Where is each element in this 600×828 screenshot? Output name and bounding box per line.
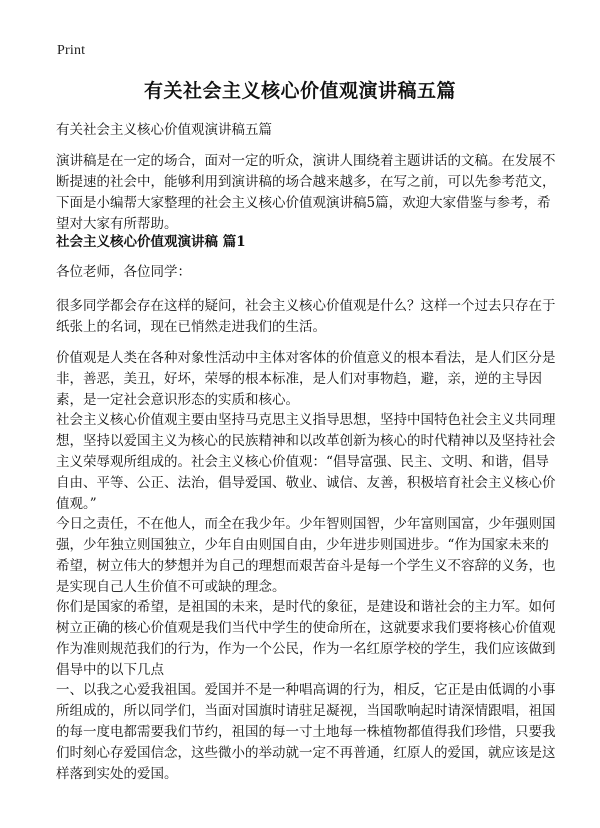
body-paragraph-2: 价值观是人类在各种对象性活动中主体对客体的价值意义的根本看法，是人们区分是非，善恶，美丑，好坏，荣辱的根本标准，是人们对事物趋，避，亲，逆的主导因素，是一定社会意识形态的实质和核心。 [56, 350, 556, 408]
document-subtitle: 有关社会主义核心价值观演讲稿五篇 [56, 122, 272, 138]
body-paragraph-5: 你们是国家的希望，是祖国的未来，是时代的象征，是建设和谐社会的主力军。如何树立正确的核心价值观是我们当代中学生的使命所在，这就要求我们要将核心价值观作为准则规范我们的行为，作为一个公民，作为一名红原学校的学生，我们应该做到倡导中的以下几点 [56, 599, 556, 678]
body-paragraph-4: 今日之责任，不在他人，而全在我少年。少年智则国智，少年富则国富，少年强则国强，少年独立则国独立，少年自由则国自由，少年进步则国进步。“作为国家未来的希望，树立伟大的梦想并为自己的理想而艰苦奋斗是每一个学生义不容辞的义务，也是实现自己人生价值不可或缺的理念。 [56, 516, 556, 595]
body-paragraph-6: 一、以我之心爱我祖国。爱国并不是一种唱高调的行为，相反，它正是由低调的小事所组成的，所以同学们，当面对国旗时请驻足凝视，当国歌响起时请深情跟唱，祖国的每一度电都需要我们节约，祖国的每一寸土地每一株植物都值得我们珍惜，只要我们时刻心存爱国信念，这些微小的举动就一定不再普通，红原人的爱国，就应该是这样落到实处的爱国。 [56, 682, 556, 782]
intro-paragraph: 演讲稿是在一定的场合，面对一定的听众，演讲人围绕着主题讲话的文稿。在发展不断提速的社会中，能够利用到演讲稿的场合越来越多，在写之前，可以先参考范文，下面是小编帮大家整理的社会主义核心价值观演讲稿5篇，欢迎大家借鉴与参考，希望对大家有所帮助。 [56, 153, 556, 232]
body-paragraph-1: 很多同学都会存在这样的疑问，社会主义核心价值观是什么？这样一个过去只存在于纸张上的名词，现在已悄然走进我们的生活。 [56, 298, 556, 335]
greeting-line: 各位老师，各位同学： [56, 264, 191, 280]
section-heading: 社会主义核心价值观演讲稿 篇1 [56, 234, 246, 250]
print-link[interactable]: Print [57, 43, 86, 58]
page-title: 有关社会主义核心价值观演讲稿五篇 [143, 80, 456, 102]
body-paragraph-3: 社会主义核心价值观主要由坚持马克思主义指导思想，坚持中国特色社会主义共同理想，坚持以爱国主义为核心的民族精神和以改革创新为核心的时代精神以及坚持社会主义荣辱观所组成的。社会主义核心价值观：“倡导富强、民主、文明、和谐，倡导自由、平等、公正、法治，倡导爱国、敬业、诚信、友善，积极培育社会主义核心价值观。” [56, 412, 556, 512]
